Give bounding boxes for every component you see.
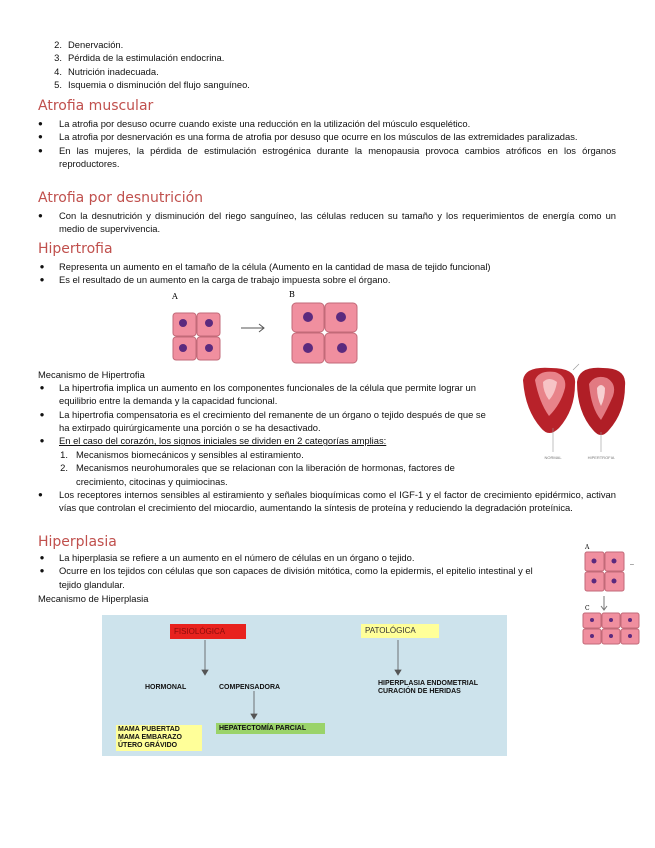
- list-item: [38, 144, 616, 171]
- bullet-icon: ●: [39, 436, 45, 446]
- list-text: Pérdida de la estimulación endocrina.: [68, 52, 225, 64]
- list-item: [38, 488, 616, 515]
- hyperplasia-cell-figure: [580, 540, 642, 648]
- hipertrofia-list: [38, 260, 628, 287]
- compensadora-label: COMPENSADORA: [219, 684, 281, 691]
- figure-label-b: B: [289, 290, 295, 299]
- bullet-icon: ●: [39, 553, 45, 562]
- bullet-icon: ●: [39, 566, 45, 576]
- hormonal-item: ÚTERO GRÁVIDO: [118, 742, 178, 749]
- arrow-down-icon: [202, 670, 208, 675]
- hormonal-items-box: [116, 725, 202, 751]
- arrow-down-icon: [601, 596, 607, 610]
- nucleus: [205, 344, 213, 352]
- section-heading-hipertrofia: Hipertrofia: [38, 241, 113, 257]
- list-text: Mecanismos biomecánicos y sensibles al estiramiento.: [76, 449, 304, 460]
- list-number: 1.: [60, 449, 68, 460]
- hiperplasia-diagram: [102, 615, 507, 756]
- list-text: Con la desnutrición y disminución del riego sanguíneo, las células reducen su tamaño y los requerimientos de energía como un medio de supervivencia.: [59, 210, 616, 235]
- corazon-sub-list: [59, 448, 499, 488]
- list-text: Los receptores internos sensibles al estiramiento y señales bioquímicas como el IGF-1 y el factor de crecimiento epidérmico, activan vías que controlan el crecimiento del miocardio, aumentando la síntesis de proteína y reduciendo la degradación proteínica.: [59, 489, 616, 514]
- list-item: [59, 448, 499, 461]
- list-item: [38, 273, 628, 286]
- nucleus: [179, 319, 187, 327]
- fisiologica-box: FISIOLÓGICA: [170, 624, 246, 639]
- nucleus: [628, 618, 632, 622]
- list-item: [38, 117, 616, 130]
- list-item: [48, 78, 348, 91]
- list-item: [38, 564, 554, 591]
- heart-label-normal: NORMAL: [544, 455, 562, 460]
- bullet-icon: ●: [38, 211, 43, 220]
- nucleus: [590, 634, 594, 638]
- patologica-items: [378, 680, 478, 696]
- atrofia-muscular-list: [38, 117, 616, 170]
- list-item: [38, 209, 616, 236]
- nucleus: [592, 579, 597, 584]
- list-number: 3.: [54, 52, 62, 64]
- nucleus: [590, 618, 594, 622]
- list-text: Nutrición inadecuada.: [68, 65, 159, 77]
- list-item: [38, 434, 492, 447]
- heart-label-hipertrofia: HIPERTROFIA: [587, 455, 615, 460]
- list-item: [38, 130, 616, 143]
- mecanismo-hiperplasia-title: Mecanismo de Hiperplasia: [38, 593, 149, 604]
- nucleus: [336, 312, 346, 322]
- section-heading-atrofia-muscular: Atrofia muscular: [38, 98, 154, 114]
- section-heading-atrofia-desnutricion: Atrofia por desnutrición: [38, 190, 204, 206]
- hormonal-item: MAMA EMBARAZO: [118, 734, 182, 741]
- list-text: En las mujeres, la pérdida de estimulación estrogénica durante la menopausia provoca cambios atróficos en los órganos reproductores.: [59, 144, 616, 169]
- heart-hypertrophy-illustration: [515, 362, 631, 476]
- list-text: La hiperplasia se refiere a un aumento en el número de células en un órgano o tejido.: [59, 552, 415, 563]
- compensadora-item-box: HEPATECTOMÍA PARCIAL: [216, 723, 325, 734]
- bullet-icon: ●: [38, 132, 43, 142]
- list-item: [48, 65, 348, 78]
- nucleus: [303, 312, 313, 322]
- figure-label-a: A: [585, 544, 590, 551]
- nucleus: [612, 559, 617, 564]
- list-item: [38, 551, 554, 564]
- bullet-icon: ●: [38, 490, 43, 499]
- figure-dash: –: [630, 561, 634, 568]
- list-text: La hipertrofia implica un aumento en los componentes funcionales de la célula que permite lograr un equilibrio entre la demanda y la capacidad funcional.: [59, 382, 476, 407]
- list-text: Denervación.: [68, 39, 124, 50]
- nucleus: [337, 343, 347, 353]
- arrow-right-icon: [241, 324, 264, 332]
- list-text: Representa un aumento en el tamaño de la célula (Aumento en la cantidad de masa de tejido funcional): [59, 261, 491, 272]
- patologica-box: PATOLÓGICA: [361, 624, 439, 638]
- list-text: En el caso del corazón, los signos iniciales se dividen en 2 categorías amplias:: [59, 435, 387, 447]
- bullet-icon: ●: [39, 383, 45, 392]
- list-number: 2.: [54, 39, 62, 50]
- nucleus: [609, 634, 613, 638]
- nucleus: [303, 343, 313, 353]
- list-item: [48, 51, 348, 64]
- hormonal-item: MAMA PUBERTAD: [118, 726, 180, 733]
- list-item: [38, 408, 492, 435]
- list-item: [59, 461, 499, 488]
- nucleus: [609, 618, 613, 622]
- receptores-list: [38, 488, 616, 515]
- nucleus: [612, 579, 617, 584]
- normal-cells: [173, 313, 220, 360]
- atrofia-desnutricion-list: [38, 209, 616, 236]
- intro-cause-list: [48, 38, 348, 91]
- arrow-down-icon: [251, 714, 257, 719]
- list-text: La hipertrofia compensatoria es el crecimiento del remanente de un órgano o tejido después de que se ha extirpado quirúrgicamente una porción o se ha desactivado.: [59, 408, 486, 433]
- mecanismo-hipertrofia-title: Mecanismo de Hipertrofia: [38, 369, 145, 380]
- patologica-item: HIPERPLASIA ENDOMETRIAL: [378, 680, 479, 687]
- figure-label-c: C: [585, 605, 590, 612]
- hypertrophic-cells: [292, 303, 357, 363]
- bullet-icon: ●: [39, 275, 45, 285]
- arrow-down-icon: [395, 670, 401, 675]
- list-number: 2.: [60, 462, 68, 474]
- list-item: [38, 381, 492, 408]
- nucleus: [592, 559, 597, 564]
- list-number: 5.: [54, 78, 62, 90]
- section-heading-hiperplasia: Hiperplasia: [38, 534, 117, 550]
- list-item: [48, 38, 348, 51]
- bullet-icon: ●: [38, 119, 43, 128]
- list-text: Mecanismos neurohumorales que se relacionan con la liberación de hormonas, factores de crecimiento, citocinas y quimiocinas.: [76, 462, 455, 487]
- figure-label-a: A: [172, 292, 178, 301]
- hiperplasia-list: [38, 551, 554, 591]
- hormonal-label: HORMONAL: [145, 684, 187, 691]
- normal-cells: [585, 552, 624, 591]
- list-text: Isquemia o disminución del flujo sanguíneo.: [68, 78, 250, 90]
- list-text: La atrofia por desuso ocurre cuando existe una reducción en la utilización del músculo esquelético.: [59, 118, 471, 129]
- list-text: La atrofia por desnervación es una forma de atrofia por desuso que ocurre en los músculos de las extremidades paralizadas.: [59, 131, 578, 143]
- mecanismo-hipertrofia-list: [38, 381, 492, 447]
- patologica-item: CURACIÓN DE HERIDAS: [378, 688, 461, 695]
- list-item: [38, 260, 628, 273]
- hypertrophy-cell-figure: [168, 286, 368, 366]
- list-text: Ocurre en los tejidos con células que son capaces de división mitótica, como la epidermis, el epitelio intestinal y el tejido glandular.: [59, 565, 533, 590]
- bullet-icon: ●: [39, 409, 45, 419]
- nucleus: [179, 344, 187, 352]
- nucleus: [205, 319, 213, 327]
- bullet-icon: ●: [39, 262, 45, 271]
- nucleus: [628, 634, 632, 638]
- list-text: Es el resultado de un aumento en la carga de trabajo impuesta sobre el órgano.: [59, 274, 391, 286]
- list-number: 4.: [54, 65, 62, 77]
- bullet-icon: ●: [38, 145, 43, 155]
- hyperplastic-cells: [583, 613, 639, 644]
